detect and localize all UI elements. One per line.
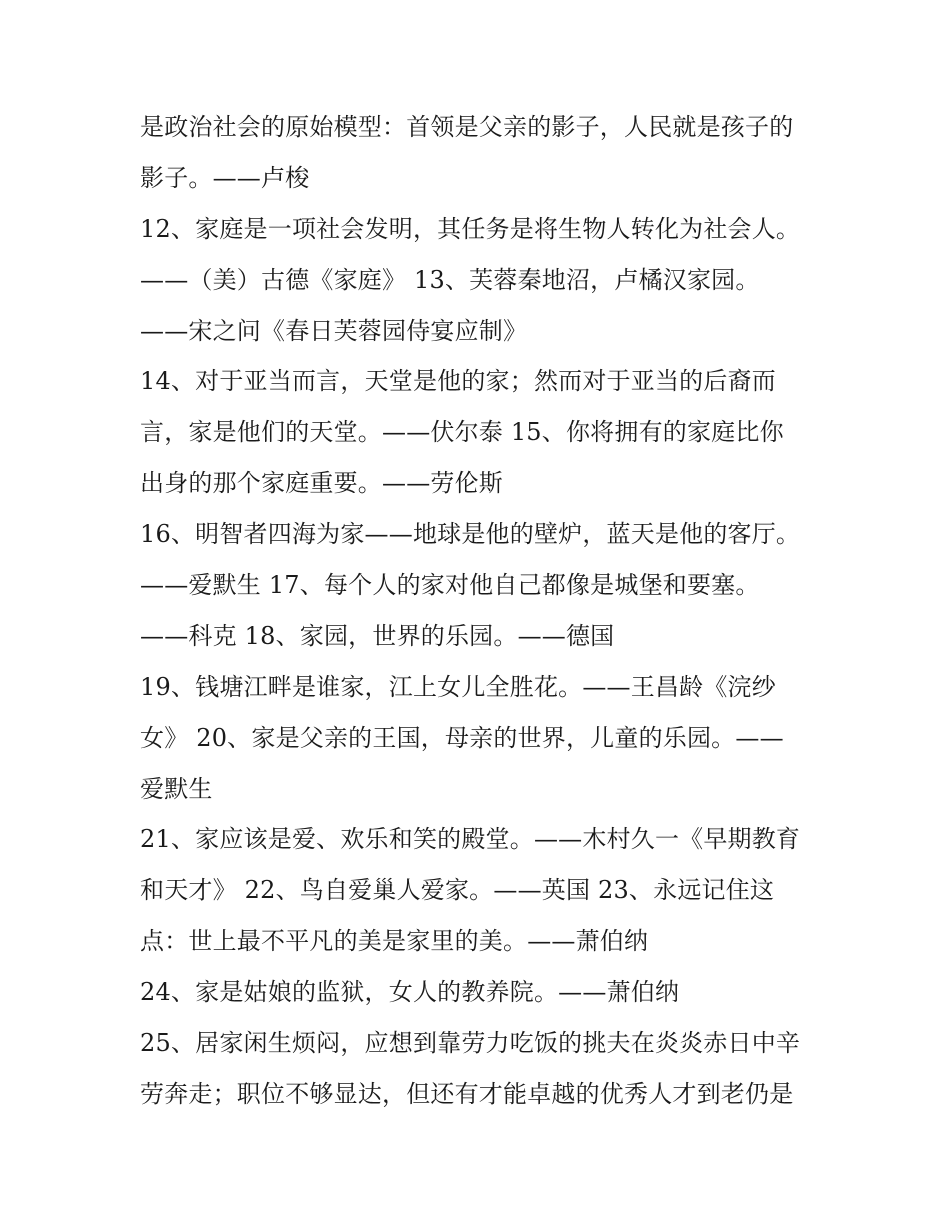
text-line: 24、家是姑娘的监狱，女人的教养院。——萧伯纳 — [140, 978, 680, 1007]
text-line: 出身的那个家庭重要。——劳伦斯 — [140, 469, 503, 498]
text-line: 点：世上最不平凡的美是家里的美。——萧伯纳 — [140, 927, 649, 956]
text-line: 劳奔走；职位不够显达，但还有才能卓越的优秀人才到老仍是 — [140, 1079, 794, 1108]
quote-text-block — [140, 102, 830, 1120]
text-line: 影子。——卢梭 — [140, 163, 310, 192]
text-line: 言，家是他们的天堂。——伏尔泰 15、你将拥有的家庭比你 — [140, 418, 784, 447]
text-line: 爱默生 — [140, 774, 213, 803]
text-line: 和天才》 22、鸟自爱巢人爱家。——英国 23、永远记住这 — [140, 876, 775, 905]
text-line: 12、家庭是一项社会发明，其任务是将生物人转化为社会人。 — [140, 214, 801, 243]
text-line: 女》 20、家是父亲的王国，母亲的世界，儿童的乐园。—— — [140, 723, 784, 752]
text-line: 21、家应该是爱、欢乐和笑的殿堂。——木村久一《早期教育 — [140, 825, 801, 854]
text-line: 25、居家闲生烦闷，应想到靠劳力吃饭的挑夫在炎炎赤日中辛 — [140, 1029, 801, 1058]
text-line: 14、对于亚当而言，天堂是他的家；然而对于亚当的后裔而 — [140, 367, 776, 396]
text-line: ——（美）古德《家庭》 13、芙蓉秦地沼，卢橘汉家园。 — [140, 265, 760, 294]
text-line: 19、钱塘江畔是谁家，江上女儿全胜花。——王昌龄《浣纱 — [140, 672, 776, 701]
text-line: ——科克 18、家园，世界的乐园。——德国 — [140, 621, 615, 650]
text-line: ——宋之问《春日芙蓉园侍宴应制》 — [140, 316, 528, 345]
text-line: 是政治社会的原始模型：首领是父亲的影子，人民就是孩子的 — [140, 113, 794, 141]
text-line: ——爱默生 17、每个人的家对他自己都像是城堡和要塞。 — [140, 571, 760, 600]
text-line: 16、明智者四海为家——地球是他的壁炉，蓝天是他的客厅。 — [140, 520, 801, 549]
